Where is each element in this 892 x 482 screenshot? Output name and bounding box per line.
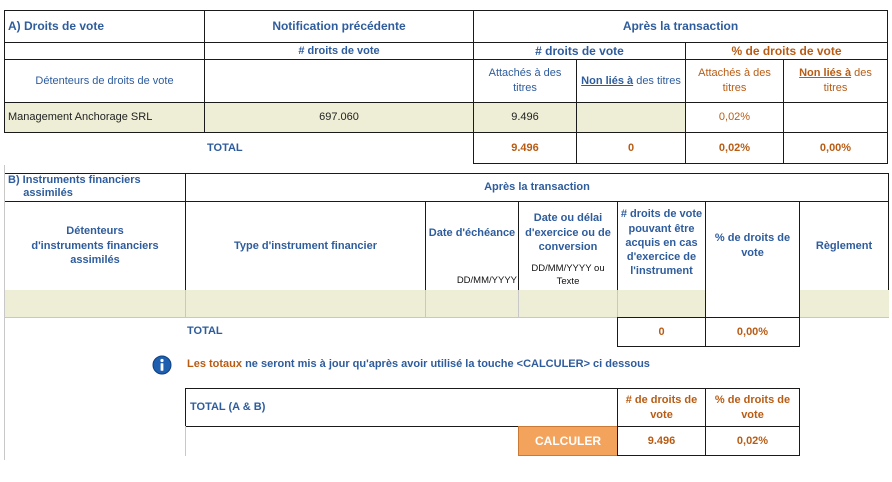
summary-pct-value: 0,02% <box>736 434 769 447</box>
row-divider <box>617 290 618 318</box>
not-linked-value-cell[interactable] <box>576 102 686 133</box>
total-attached: 9.496 <box>511 141 539 154</box>
attached-label: Attachés à des titres <box>488 67 562 94</box>
section-a-table <box>0 0 892 165</box>
col-exercise: Date ou délai d'exercice ou de conversion <box>525 211 611 254</box>
pct-empty-cell <box>705 290 800 318</box>
section-b-title: B) Instruments financiers assimilés <box>8 174 141 200</box>
pct-not-linked-underlined: Non liés à <box>799 67 852 80</box>
col-maturity: Date d'échéance <box>428 226 516 239</box>
total-not-linked: 0 <box>627 141 635 154</box>
pct-attached-label: Attachés à des titres <box>698 67 771 94</box>
left-guide <box>4 165 5 460</box>
after-pct-subheader: % de droits de vote <box>731 43 842 58</box>
previous-value: 697.060 <box>319 111 359 124</box>
not-linked-underlined: Non liés à <box>581 74 634 87</box>
prev-value-header-cell <box>204 59 474 103</box>
total-pct-attached: 0,02% <box>718 141 751 154</box>
summary-left-edge <box>185 426 186 456</box>
col-settlement: Règlement <box>815 239 873 252</box>
holders-label: Détenteurs de droits de vote <box>35 74 174 87</box>
summary-bottom-line <box>185 426 518 427</box>
row-divider <box>518 290 519 318</box>
summary-num-value: 9.496 <box>647 434 676 447</box>
attached-value: 9.496 <box>511 111 539 124</box>
empty-subheader-cell <box>4 42 205 60</box>
summary-label: TOTAL (A & B) <box>190 401 266 414</box>
summary-table <box>0 388 892 458</box>
col-maturity-format: DD/MM/YYYY <box>456 274 517 286</box>
summary-pct-header: % de droits de vote <box>714 393 791 421</box>
col-acquirable: # droits de vote pouvant être acquis en cas d'exercice de l'instrument <box>620 208 703 278</box>
pct-not-linked-rest: des titres <box>823 67 872 94</box>
pct-not-linked-value-cell <box>783 102 888 133</box>
col-holders: Détenteurs d'instruments financiers assimilés <box>31 224 159 267</box>
calculate-button[interactable]: CALCULER <box>518 426 618 456</box>
section-b-after-header: Après la transaction <box>484 181 590 194</box>
info-icon <box>152 355 172 375</box>
info-bold: Les totaux <box>187 358 243 370</box>
section-b-total-label: TOTAL <box>187 324 223 337</box>
summary-num-header: # de droits de vote <box>625 393 698 421</box>
prev-num-subheader: # droits de vote <box>298 44 380 57</box>
after-num-subheader: # droits de vote <box>535 43 624 58</box>
not-linked-rest: des titres <box>633 74 681 87</box>
section-a-title: A) Droits de vote <box>8 19 105 34</box>
info-message <box>187 358 787 374</box>
total-acquirable: 0 <box>658 325 665 338</box>
col-pct: % de droits de vote <box>714 232 791 259</box>
after-transaction-header: Après la transaction <box>622 19 739 34</box>
total-pct: 0,00% <box>736 325 769 338</box>
section-a-total-label: TOTAL <box>207 141 243 154</box>
holder-name: Management Anchorage SRL <box>8 111 153 124</box>
total-pct-not-linked: 0,00% <box>819 141 852 154</box>
pct-not-linked-label <box>783 59 888 103</box>
not-linked-label <box>576 59 686 103</box>
info-rest: ne seront mis à jour qu'après avoir utilisé la touche <CALCULER> ci dessous <box>242 358 650 370</box>
row-divider <box>185 290 186 318</box>
col-exercise-format: DD/MM/YYYY ou Texte <box>531 263 605 287</box>
row-divider <box>425 290 426 318</box>
prev-notification-header: Notification précédente <box>272 19 406 34</box>
col-type: Type d'instrument financier <box>234 239 377 252</box>
section-b-table <box>0 170 892 350</box>
pct-attached-value: 0,02% <box>718 111 751 124</box>
